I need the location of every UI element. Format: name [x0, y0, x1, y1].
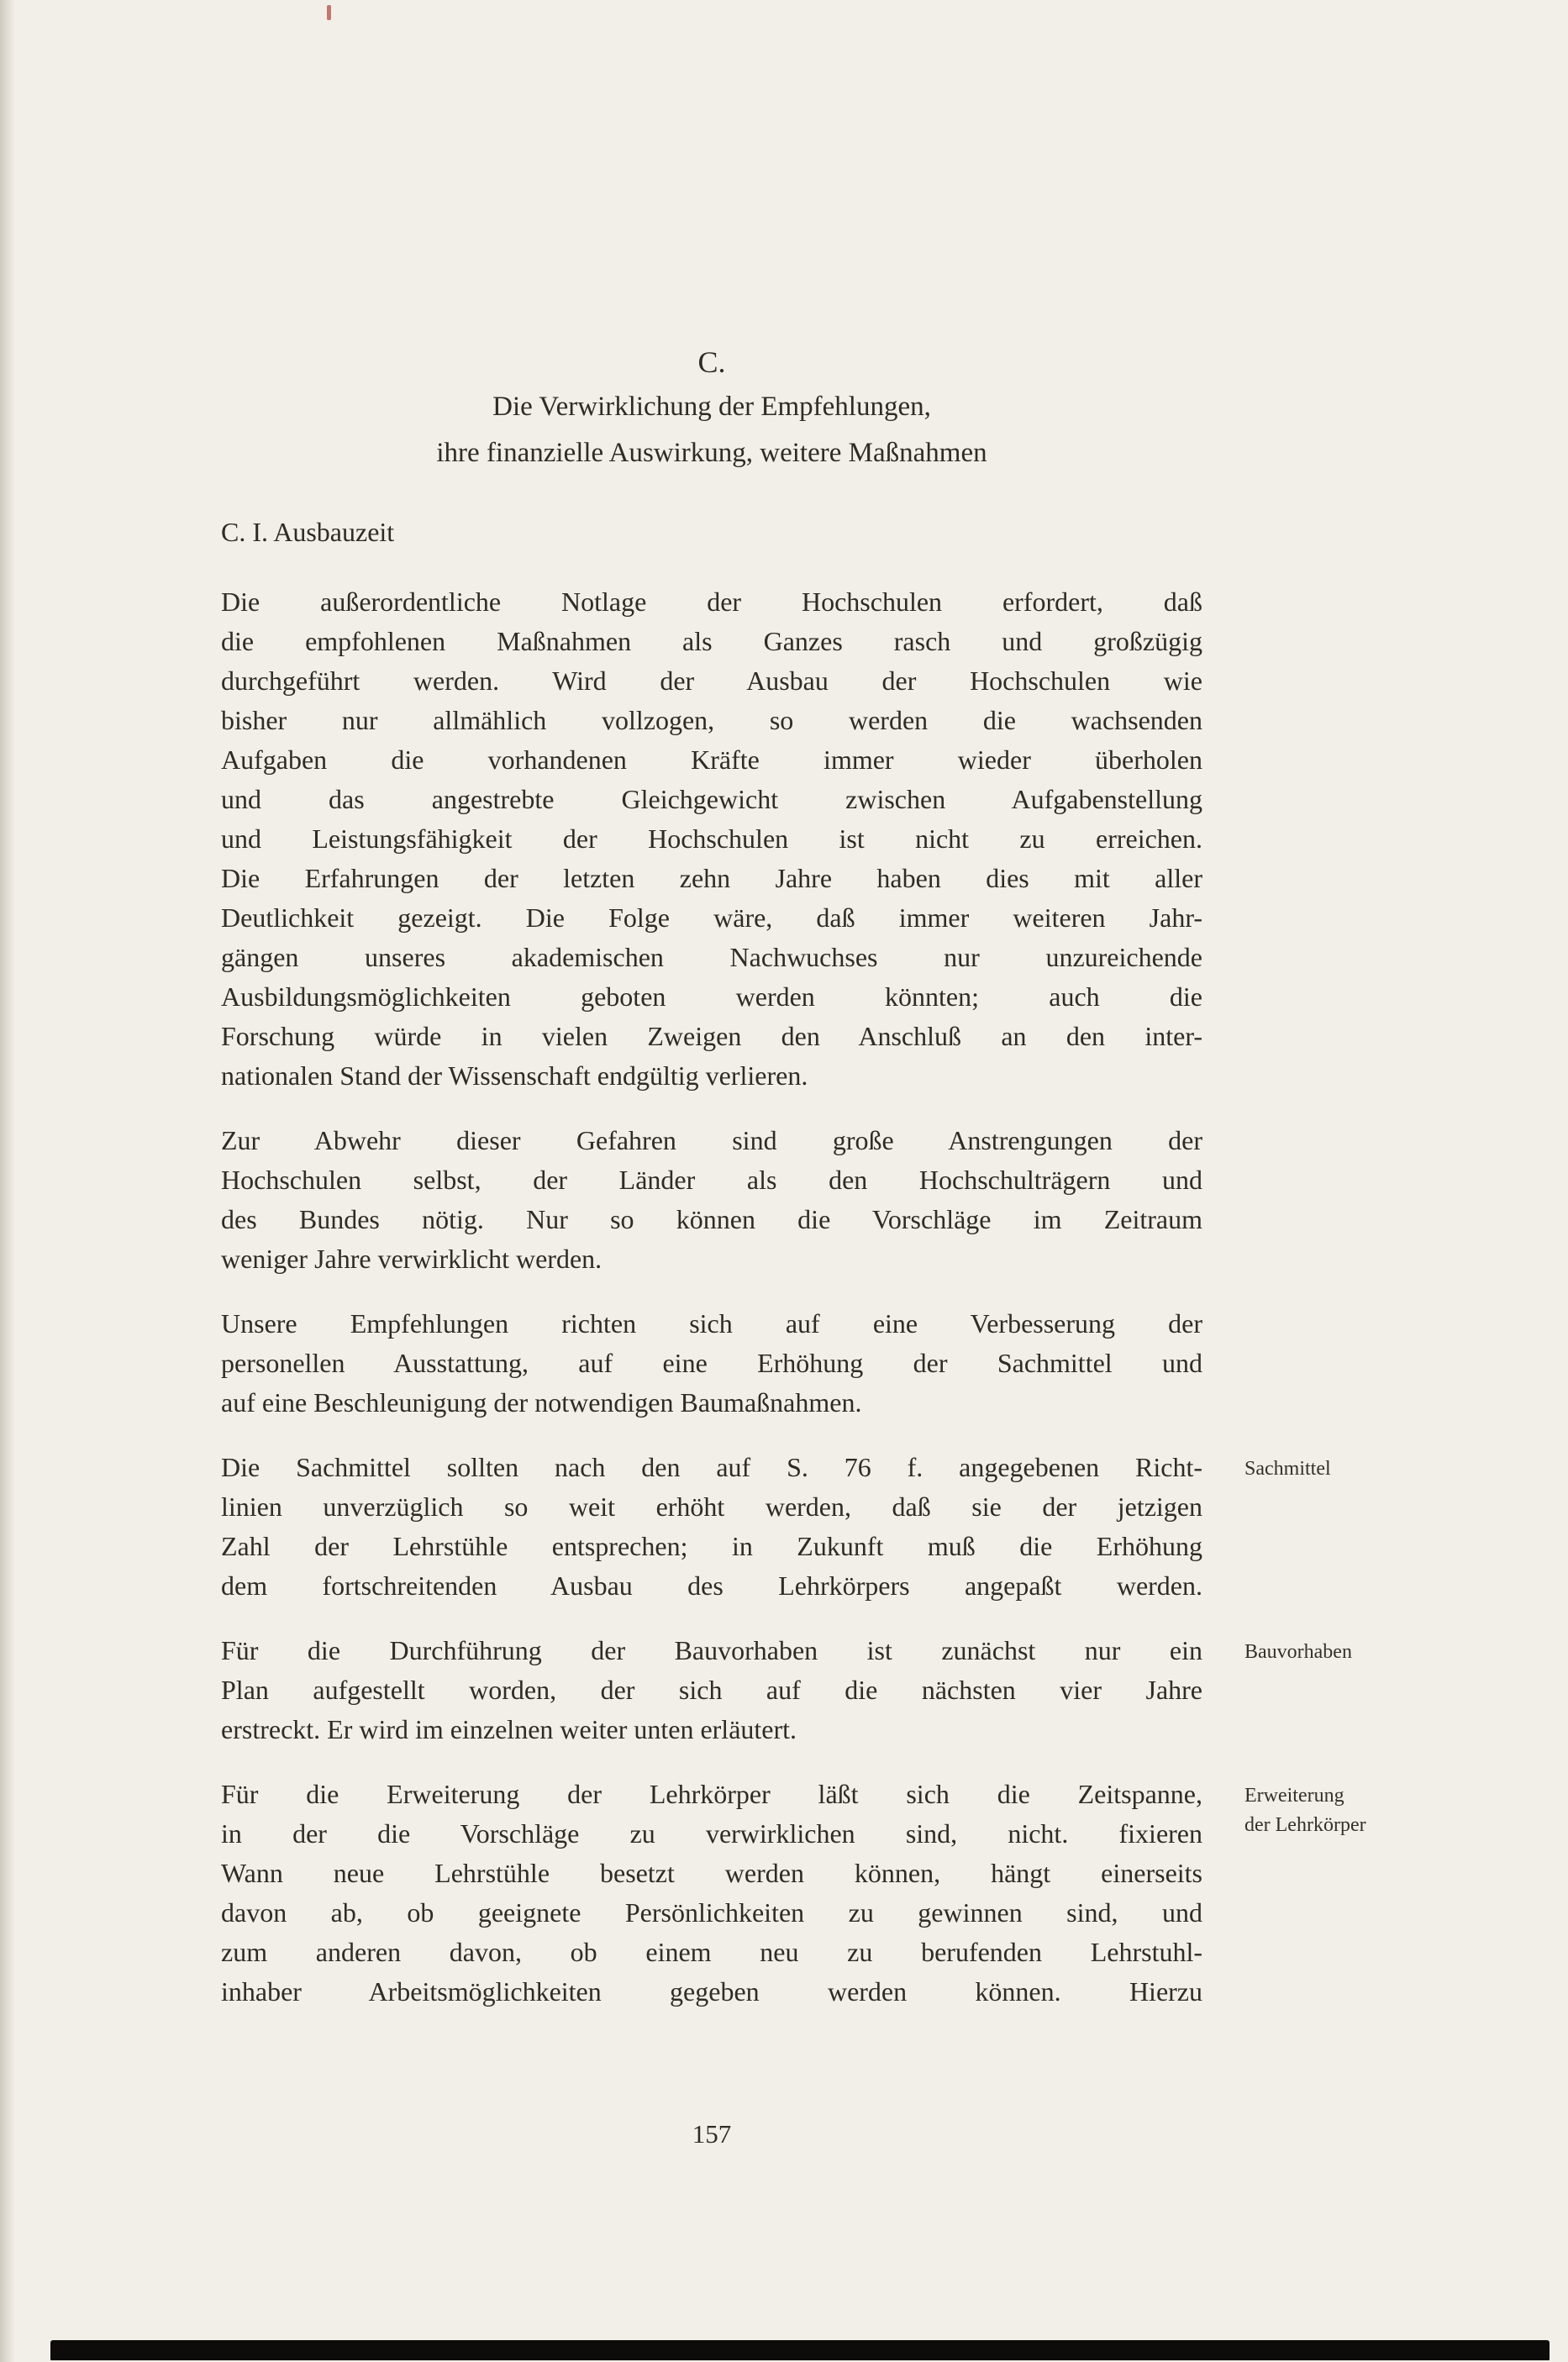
paragraph-6 — [221, 1775, 1366, 2012]
text-line: dem fortschreitenden Ausbau des Lehrkörpers angepaßt werden. — [221, 1570, 1202, 1601]
text-line: durchgeführt werden. Wird der Ausbau der Hochschulen wie — [221, 665, 1202, 696]
text-line: Die Sachmittel sollten nach den auf S. 76 f. angegebenen Richt- — [221, 1452, 1202, 1482]
text-line: Wann neue Lehrstühle besetzt werden können, hängt einerseits — [221, 1858, 1202, 1888]
text-line: die empfohlenen Maßnahmen als Ganzes rasch und großzügig — [221, 626, 1202, 656]
chapter-title-line-2: ihre finanzielle Auswirkung, weitere Maßnahmen — [436, 438, 987, 468]
text-line: weniger Jahre verwirklicht werden. — [221, 1244, 602, 1274]
text-line: auf eine Beschleunigung der notwendigen Baumaßnahmen. — [221, 1387, 862, 1418]
text-line: Die außerordentliche Notlage der Hochschulen erfordert, daß — [221, 587, 1202, 617]
paragraph-2 — [221, 1121, 1202, 1279]
paragraph-4 — [221, 1448, 1331, 1606]
chapter-title-line-1: Die Verwirklichung der Empfehlungen, — [492, 392, 931, 422]
paragraph-5 — [221, 1631, 1352, 1749]
text-line: Für die Durchführung der Bauvorhaben ist zunächst nur ein — [221, 1635, 1202, 1665]
text-line: Zur Abwehr dieser Gefahren sind große Anstrengungen der — [221, 1125, 1202, 1155]
text-line: und das angestrebte Gleichgewicht zwischen Aufgabenstellung — [221, 784, 1202, 814]
text-line: des Bundes nötig. Nur so können die Vorschläge im Zeitraum — [221, 1204, 1202, 1234]
page-number: 157 — [692, 2119, 732, 2149]
margin-note-text: Erweiterung — [1244, 1785, 1344, 1807]
chapter-letter: C. — [697, 345, 726, 379]
text-line: gängen unseres akademischen Nachwuchses nur unzureichende — [221, 942, 1202, 972]
text-line: davon ab, ob geeignete Persönlichkeiten zu gewinnen sind, und — [221, 1897, 1202, 1928]
margin-note-text: Bauvorhaben — [1244, 1641, 1352, 1663]
text-line: Forschung würde in vielen Zweigen den Anschluß an den inter- — [221, 1021, 1202, 1051]
paragraph-1 — [221, 582, 1202, 1096]
section-heading: C. I. Ausbauzeit — [221, 517, 395, 547]
paragraph-3 — [221, 1304, 1202, 1423]
margin-note-bauvorhaben — [1244, 1638, 1455, 1667]
text-line: und Leistungsfähigkeit der Hochschulen ist nicht zu erreichen. — [221, 823, 1202, 854]
scan-red-artifact — [327, 5, 331, 20]
text-line: linien unverzüglich so weit erhöht werden, daß sie der jetzigen — [221, 1491, 1202, 1522]
text-line: Zahl der Lehrstühle entsprechen; in Zukunft muß die Erhöhung — [221, 1531, 1202, 1561]
margin-note-sachmittel — [1244, 1455, 1455, 1484]
text-line: in der die Vorschläge zu verwirklichen sind, nicht. fixieren — [221, 1818, 1202, 1849]
scan-edge-shadow — [0, 0, 15, 2362]
text-line: zum anderen davon, ob einem neu zu berufenden Lehrstuhl- — [221, 1937, 1202, 1967]
text-line: Unsere Empfehlungen richten sich auf eine Verbesserung der — [221, 1308, 1202, 1339]
text-line: Ausbildungsmöglichkeiten geboten werden könnten; auch die — [221, 981, 1202, 1012]
margin-note-erweiterung — [1244, 1781, 1455, 1840]
text-line: erstreckt. Er wird im einzelnen weiter unten erläutert. — [221, 1714, 797, 1744]
page-content — [221, 340, 1366, 2012]
text-line: Plan aufgestellt worden, der sich auf die nächsten vier Jahre — [221, 1675, 1202, 1705]
text-line: nationalen Stand der Wissenschaft endgültig verlieren. — [221, 1060, 808, 1091]
text-line: inhaber Arbeitsmöglichkeiten gegeben werden können. Hierzu — [221, 1976, 1202, 2007]
text-line: Deutlichkeit gezeigt. Die Folge wäre, daß immer weiteren Jahr- — [221, 902, 1202, 933]
margin-note-text: Sachmittel — [1244, 1458, 1331, 1480]
text-line: bisher nur allmählich vollzogen, so werden die wachsenden — [221, 705, 1202, 735]
scan-bottom-edge — [50, 2340, 1550, 2360]
text-line: Die Erfahrungen der letzten zehn Jahre haben dies mit aller — [221, 863, 1202, 893]
margin-note-text: der Lehrkörper — [1244, 1814, 1366, 1836]
text-line: personellen Ausstattung, auf eine Erhöhung der Sachmittel und — [221, 1348, 1202, 1378]
text-line: Hochschulen selbst, der Länder als den Hochschulträgern und — [221, 1165, 1202, 1195]
text-line: Für die Erweiterung der Lehrkörper läßt sich die Zeitspanne, — [221, 1779, 1202, 1809]
text-line: Aufgaben die vorhandenen Kräfte immer wieder überholen — [221, 744, 1202, 775]
